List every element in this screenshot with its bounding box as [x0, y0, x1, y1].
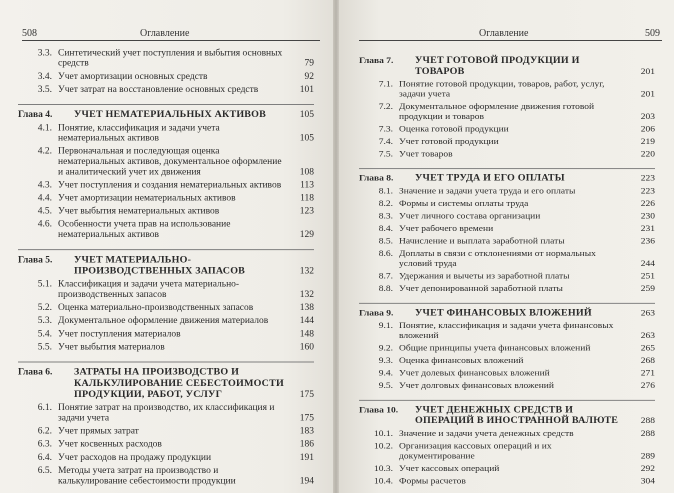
- toc-chapter: [18, 249, 314, 277]
- toc-section: [359, 357, 655, 367]
- section-number: 6.1.: [37, 403, 52, 414]
- section-number: 5.4.: [37, 329, 52, 340]
- section-title: Удержания и вычеты из заработной платы: [399, 272, 570, 282]
- section-page: 231: [640, 224, 655, 234]
- section-page: 186: [299, 440, 314, 450]
- section-number: 9.4.: [378, 369, 393, 379]
- section-title: Оценка готовой продукции: [399, 125, 509, 135]
- section-number: 10.3.: [374, 464, 393, 474]
- toc-section: [359, 285, 655, 295]
- section-number: 10.2.: [374, 442, 393, 452]
- section-title: Учет прямых затрат: [58, 427, 139, 437]
- section-number: 8.3.: [378, 212, 393, 222]
- section-number: 5.2.: [37, 303, 52, 313]
- section-number: 6.4.: [37, 453, 52, 463]
- section-number: 9.1.: [378, 321, 393, 331]
- section-title: Учет амортизации нематериальных активов: [58, 193, 236, 204]
- toc-chapter: [18, 362, 314, 401]
- section-page: 191: [299, 453, 314, 463]
- section-page: 101: [299, 85, 314, 95]
- section-title: Документальное оформление движения готовой продукции и товаров: [399, 102, 595, 122]
- section-page: 288: [640, 429, 655, 439]
- right-page-number: 509: [645, 28, 660, 39]
- section-page: 201: [640, 90, 655, 99]
- toc-chapter: [359, 303, 655, 319]
- section-number: 4.5.: [37, 207, 52, 217]
- chapter-title: УЧЕТ ТРУДА И ЕГО ОПЛАТЫ: [415, 173, 565, 184]
- toc-section: [359, 369, 655, 379]
- toc-section: [359, 344, 655, 354]
- section-page: 129: [299, 230, 314, 240]
- toc-section: [359, 382, 655, 392]
- chapter-number: Глава 9.: [359, 309, 394, 319]
- chapter-page: 175: [299, 390, 314, 400]
- section-title: Понятие затрат на производство, их классификация и задачи учета: [58, 403, 275, 424]
- section-title: Синтетический учет поступления и выбытия основных средств: [58, 48, 283, 69]
- toc-chapter: [18, 104, 314, 121]
- right-page: [339, 0, 674, 493]
- section-title: Оценка материально-производственных запасов: [58, 303, 254, 313]
- toc-section: [18, 194, 314, 204]
- section-title: Понятие, классификация и задачи учета финансовых вложений: [399, 321, 614, 341]
- section-page: 219: [640, 137, 655, 147]
- section-number: 7.3.: [378, 125, 393, 135]
- toc-section: [359, 477, 655, 487]
- toc-section: [18, 453, 314, 463]
- toc-section: [18, 280, 314, 301]
- chapter-title: УЧЕТ ФИНАНСОВЫХ ВЛОЖЕНИЙ: [415, 308, 592, 319]
- section-number: 7.2.: [378, 102, 393, 112]
- section-number: 5.5.: [37, 342, 52, 353]
- left-toc: [18, 46, 314, 487]
- toc-section: [18, 207, 314, 217]
- toc-section: [359, 200, 655, 210]
- section-number: 10.1.: [374, 429, 393, 439]
- section-title: Классификация и задачи учета материально-производственных запасов: [58, 280, 240, 300]
- chapter-page: 132: [299, 266, 314, 277]
- toc-section: [18, 440, 314, 450]
- section-number: 6.5.: [37, 466, 52, 476]
- section-title: Учет товаров: [399, 150, 453, 160]
- toc-section: [359, 322, 655, 342]
- chapter-number: Глава 5.: [18, 255, 53, 266]
- section-page: 251: [640, 272, 655, 282]
- section-page: 304: [640, 477, 655, 487]
- section-number: 4.6.: [37, 220, 52, 230]
- section-number: 9.5.: [378, 381, 393, 391]
- section-page: 175: [299, 413, 314, 424]
- section-number: 8.6.: [378, 249, 393, 259]
- toc-section: [18, 466, 314, 487]
- section-page: 226: [640, 199, 655, 209]
- left-header-rule: [22, 40, 320, 41]
- section-number: 8.2.: [378, 199, 393, 209]
- toc-section: [359, 442, 655, 462]
- section-page: 271: [640, 369, 655, 379]
- chapter-number: Глава 7.: [359, 56, 394, 66]
- section-page: 263: [640, 331, 655, 341]
- section-title: Значение и задачи учета труда и его оплаты: [399, 187, 576, 196]
- chapter-number: Глава 6.: [18, 368, 53, 378]
- toc-section: [18, 220, 314, 241]
- section-number: 7.5.: [378, 150, 393, 160]
- right-header-rule: [359, 40, 662, 41]
- toc-section: [18, 147, 314, 178]
- section-page: 292: [640, 464, 655, 474]
- section-page: 265: [640, 344, 655, 354]
- chapter-page: 201: [640, 67, 655, 77]
- toc-section: [359, 225, 655, 235]
- section-title: Понятие готовой продукции, товаров, работ, услуг, задачи учета: [399, 80, 605, 99]
- toc-section: [359, 150, 655, 160]
- toc-section: [18, 303, 314, 313]
- section-page: 223: [640, 187, 655, 196]
- section-title: Формы и системы оплаты труда: [399, 199, 529, 209]
- toc-section: [18, 343, 314, 353]
- section-page: 79: [304, 59, 314, 69]
- section-page: 194: [299, 476, 314, 487]
- toc-section: [359, 80, 655, 100]
- section-number: 6.3.: [37, 440, 52, 450]
- section-title: Методы учета затрат на производство и калькулирование себестоимости продукции: [58, 466, 236, 487]
- section-title: Организация кассовых операций и их документирование: [399, 442, 552, 461]
- section-number: 5.3.: [37, 316, 52, 326]
- section-title: Учет затрат на восстановление основных средств: [58, 85, 259, 95]
- section-page: 206: [640, 125, 655, 135]
- section-number: 8.5.: [378, 237, 393, 247]
- section-page: 183: [299, 427, 314, 437]
- section-page: 244: [640, 259, 655, 269]
- chapter-title: ЗАТРАТЫ НА ПРОИЗВОДСТВО И КАЛЬКУЛИРОВАНИЕ СЕБЕСТОИМОСТИ ПРОДУКЦИИ, РАБОТ, УСЛУГ: [74, 367, 284, 400]
- chapter-page: 263: [640, 309, 655, 319]
- section-page: 123: [299, 207, 314, 217]
- section-title: Формы расчетов: [399, 477, 466, 487]
- section-page: 276: [640, 381, 655, 391]
- chapter-title: УЧЕТ НЕМАТЕРИАЛЬНЫХ АКТИВОВ: [74, 109, 267, 120]
- section-number: 8.7.: [378, 272, 393, 282]
- toc-section: [359, 237, 655, 247]
- section-number: 5.1.: [37, 280, 52, 290]
- section-title: Оценка финансовых вложений: [399, 356, 524, 366]
- right-toc: [359, 46, 655, 487]
- section-number: 4.1.: [37, 123, 52, 134]
- chapter-number: Глава 10.: [359, 406, 399, 416]
- toc-section: [18, 427, 314, 437]
- section-number: 9.3.: [378, 356, 393, 366]
- toc-section: [359, 250, 655, 270]
- chapter-page: 288: [640, 416, 655, 426]
- toc-chapter: [359, 51, 655, 77]
- toc-chapter: [359, 168, 655, 184]
- toc-section: [359, 430, 655, 440]
- chapter-title: УЧЕТ МАТЕРИАЛЬНО-ПРОИЗВОДСТВЕННЫХ ЗАПАСОВ: [74, 254, 246, 277]
- toc-chapter: [359, 400, 655, 427]
- section-title: Понятие, классификация и задачи учета нематериальных активов: [58, 123, 220, 144]
- toc-section: [359, 272, 655, 282]
- toc-section: [18, 72, 314, 82]
- section-title: Особенности учета прав на использование нематериальных активов: [58, 220, 231, 240]
- section-page: 132: [299, 290, 314, 300]
- toc-section: [359, 125, 655, 135]
- chapter-title: УЧЕТ ГОТОВОЙ ПРОДУКЦИИ И ТОВАРОВ: [415, 55, 580, 77]
- section-title: Учет выбытия нематериальных активов: [58, 207, 220, 217]
- section-title: Доплаты в связи с отклонениями от нормальных условий труда: [399, 249, 596, 269]
- section-number: 3.4.: [37, 72, 52, 82]
- section-title: Учет кассовых операций: [399, 464, 500, 474]
- section-page: 289: [640, 451, 655, 461]
- section-page: 236: [640, 237, 655, 247]
- left-page-number: 508: [22, 28, 37, 39]
- section-page: 160: [299, 342, 314, 353]
- section-title: Учет расходов на продажу продукции: [58, 453, 212, 463]
- section-page: 92: [304, 72, 314, 82]
- chapter-number: Глава 8.: [359, 174, 394, 184]
- section-page: 138: [299, 303, 314, 313]
- section-title: Учет выбытия материалов: [58, 342, 165, 353]
- section-number: 4.3.: [37, 180, 52, 191]
- section-title: Учет депонированной заработной платы: [399, 284, 563, 294]
- section-page: 259: [640, 284, 655, 294]
- toc-section: [359, 138, 655, 148]
- section-page: 148: [299, 329, 314, 340]
- toc-section: [18, 404, 314, 425]
- section-title: Общие принципы учета финансовых вложений: [399, 344, 591, 354]
- section-page: 268: [640, 356, 655, 366]
- section-page: 220: [640, 150, 655, 160]
- section-number: 10.4.: [374, 477, 393, 487]
- section-title: Учет долговых финансовых вложений: [399, 381, 554, 391]
- section-number: 7.4.: [378, 137, 393, 147]
- section-number: 6.2.: [37, 427, 52, 437]
- section-number: 8.1.: [378, 187, 393, 196]
- section-number: 8.8.: [378, 284, 393, 294]
- section-title: Учет косвенных расходов: [58, 440, 162, 450]
- section-page: 113: [300, 180, 314, 191]
- section-number: 8.4.: [378, 224, 393, 234]
- section-page: 105: [299, 134, 314, 144]
- toc-section: [18, 85, 314, 95]
- section-title: Учет рабочего времени: [399, 224, 494, 234]
- section-title: Учет готовой продукции: [399, 137, 499, 147]
- chapter-title: УЧЕТ ДЕНЕЖНЫХ СРЕДСТВ И ОПЕРАЦИЙ В ИНОСТРАННОЙ ВАЛЮТЕ: [415, 405, 619, 426]
- section-page: 108: [299, 167, 314, 178]
- section-page: 203: [640, 112, 655, 122]
- section-page: 144: [299, 316, 314, 326]
- section-title: Документальное оформление движения материалов: [58, 316, 269, 326]
- toc-section: [18, 49, 314, 70]
- section-number: 9.2.: [378, 344, 393, 354]
- section-title: Учет амортизации основных средств: [58, 72, 208, 82]
- toc-section: [359, 465, 655, 475]
- chapter-page: 223: [640, 174, 655, 184]
- toc-section: [359, 187, 655, 197]
- section-title: Первоначальная и последующая оценка нематериальных активов, документальное оформление и аналитический учет их движения: [58, 147, 282, 178]
- left-page-header: Оглавление: [140, 28, 190, 39]
- toc-section: [18, 124, 314, 145]
- section-title: Учет долевых финансовых вложений: [399, 369, 550, 379]
- section-number: 7.1.: [378, 80, 393, 90]
- section-number: 3.5.: [37, 85, 52, 95]
- section-title: Учет поступления и создания нематериальных активов: [58, 180, 282, 191]
- toc-section: [359, 103, 655, 123]
- section-title: Учет поступления материалов: [58, 329, 181, 340]
- right-page-header: Оглавление: [479, 28, 529, 39]
- toc-section: [18, 181, 314, 191]
- section-title: Значение и задачи учета денежных средств: [399, 429, 574, 439]
- section-title: Учет личного состава организации: [399, 212, 541, 222]
- section-title: Начисление и выплата заработной платы: [399, 237, 565, 247]
- chapter-number: Глава 4.: [18, 110, 53, 120]
- chapter-page: 105: [299, 110, 314, 120]
- section-number: 4.2.: [37, 147, 52, 157]
- left-page: [0, 0, 333, 493]
- toc-section: [359, 212, 655, 222]
- section-page: 230: [640, 212, 655, 222]
- section-number: 3.3.: [37, 48, 52, 59]
- toc-section: [18, 317, 314, 327]
- section-number: 4.4.: [37, 193, 52, 204]
- toc-section: [18, 330, 314, 340]
- section-page: 118: [300, 193, 314, 204]
